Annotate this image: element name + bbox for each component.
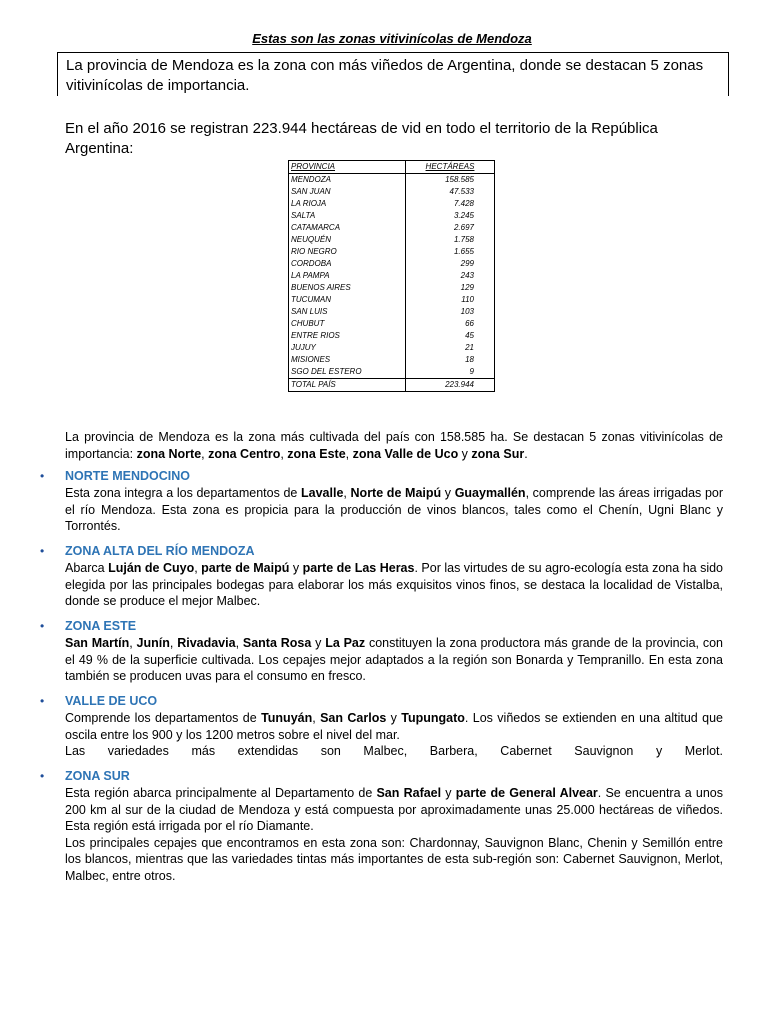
province-cell: ENTRE RIOS xyxy=(289,330,406,342)
province-cell: MISIONES xyxy=(289,354,406,366)
table-row xyxy=(289,258,495,270)
province-cell: CORDOBA xyxy=(289,258,406,270)
hectares-table xyxy=(288,160,495,392)
separator: y xyxy=(458,446,472,461)
bold-term: Luján de Cuyo xyxy=(108,561,195,575)
section-title-sur: ZONA SUR xyxy=(65,769,130,783)
hectares-cell: 66 xyxy=(406,318,495,330)
section-title-uco: VALLE DE UCO xyxy=(65,694,158,708)
paragraph xyxy=(65,710,723,743)
text: y xyxy=(311,636,326,650)
table-row xyxy=(289,198,495,210)
section-body-uco xyxy=(65,710,723,760)
hectares-cell: 18 xyxy=(406,354,495,366)
hectares-cell: 1.758 xyxy=(406,234,495,246)
hectares-cell: 129 xyxy=(406,282,495,294)
bold-term: Norte de Maipú xyxy=(350,486,442,500)
province-cell: SALTA xyxy=(289,210,406,222)
separator: , xyxy=(280,446,288,461)
summary-zone-sur: zona Sur xyxy=(471,446,525,461)
table-row xyxy=(289,174,495,187)
separator: , xyxy=(201,446,209,461)
summary-zone-este: zona Este xyxy=(287,446,346,461)
section-title-alta: ZONA ALTA DEL RÍO MENDOZA xyxy=(65,544,255,558)
text: y xyxy=(289,561,303,575)
bold-term: Santa Rosa xyxy=(242,636,312,650)
table-row xyxy=(289,354,495,366)
province-cell: LA PAMPA xyxy=(289,270,406,282)
summary-text: La provincia de Mendoza es la zona más cultivada del país con 158.585 ha. Se destacan 5 zonas vitivinícolas de importancia: xyxy=(65,430,723,461)
table-row xyxy=(289,306,495,318)
hectares-cell: 3.245 xyxy=(406,210,495,222)
hectares-cell: 7.428 xyxy=(406,198,495,210)
text: . Por las virtudes de su agro-ecología esta zona ha sido elegida por las principales bodegas para elaborar los más exquisitos vinos finos, se destaca la localidad de Vistalba, donde se produce el mejor Malbec. xyxy=(65,561,723,608)
section-body-alta xyxy=(65,560,723,610)
bold-term: parte de General Alvear xyxy=(455,786,598,800)
hectares-cell: 45 xyxy=(406,330,495,342)
table-row xyxy=(289,282,495,294)
bold-term: Tunuyán xyxy=(261,711,313,725)
province-cell: BUENOS AIRES xyxy=(289,282,406,294)
bold-term: San Carlos xyxy=(320,711,387,725)
column-header-hectares: HECTÁREAS xyxy=(406,161,495,174)
province-cell: SGO DEL ESTERO xyxy=(289,366,406,379)
province-cell: SAN JUAN xyxy=(289,186,406,198)
section-body-norte xyxy=(65,485,723,535)
summary-paragraph xyxy=(65,429,723,462)
section-title-este: ZONA ESTE xyxy=(65,619,137,633)
text: . Se encuentra a unos 200 km al sur de la ciudad de Mendoza y está compuesta por aproximadamente unas 25.000 hectáreas de viñedos. Esta región está irrigada por el río Diamante. xyxy=(65,786,723,833)
text: Abarca xyxy=(65,561,109,575)
summary-zone-norte: zona Norte xyxy=(136,446,202,461)
hectares-cell: 47.533 xyxy=(406,186,495,198)
province-cell: TUCUMAN xyxy=(289,294,406,306)
summary-zone-centro: zona Centro xyxy=(208,446,281,461)
table-row xyxy=(289,270,495,282)
bold-term: Junín xyxy=(136,636,170,650)
text: , xyxy=(194,561,202,575)
table-row xyxy=(289,186,495,198)
text: , xyxy=(343,486,351,500)
separator: . xyxy=(524,446,528,461)
section-body-este xyxy=(65,635,723,685)
table-body xyxy=(289,174,495,392)
paragraph: Las variedades más extendidas son Malbec, Barbera, Cabernet Sauvignon y Merlot. xyxy=(65,744,723,758)
intro-box xyxy=(57,52,729,96)
bullet-icon: • xyxy=(40,469,45,483)
text: y xyxy=(441,486,455,500)
hectares-cell: 243 xyxy=(406,270,495,282)
total-label-cell: TOTAL PAÍS xyxy=(289,379,406,392)
hectares-cell: 158.585 xyxy=(406,174,495,187)
text: , comprende las áreas irrigadas por el río Mendoza. Esta zona es propicia para la producción de vinos blancos, tales como el Chenín, Ugni Blanc y Torrontés. xyxy=(65,486,724,533)
hectares-cell: 2.697 xyxy=(406,222,495,234)
province-cell: NEUQUÉN xyxy=(289,234,406,246)
text: . Los viñedos se extienden en una altitud que oscila entre los 900 y los 1200 metros sobre el nivel del mar. xyxy=(65,711,723,742)
bold-term: parte de Maipú xyxy=(201,561,290,575)
bold-term: parte de Las Heras xyxy=(302,561,415,575)
text: , xyxy=(169,636,178,650)
bold-term: Tupungato xyxy=(401,711,465,725)
table-row xyxy=(289,234,495,246)
column-header-province: PROVINCIA xyxy=(289,161,406,174)
bold-term: San Rafael xyxy=(376,786,442,800)
province-cell: CATAMARCA xyxy=(289,222,406,234)
text: Esta región abarca principalmente al Departamento de xyxy=(65,786,377,800)
hectares-cell: 21 xyxy=(406,342,495,354)
separator: , xyxy=(345,446,353,461)
table-row xyxy=(289,222,495,234)
text: constituyen la zona productora más grande de la provincia, con el 49 % de la superficie cultivada. Los cepajes mejor adaptados a la región son Bonarda y Tempranillo. En esta zona también se producen uvas para el consumo en fresco. xyxy=(65,636,723,683)
bullet-icon: • xyxy=(40,619,45,633)
table-row xyxy=(289,318,495,330)
hectares-cell: 9 xyxy=(406,366,495,379)
bullet-icon: • xyxy=(40,769,45,783)
bold-term: San Martín xyxy=(65,636,130,650)
page-title: Estas son las zonas vitivinícolas de Mendoza xyxy=(252,31,532,46)
province-cell: JUJUY xyxy=(289,342,406,354)
province-cell: LA RIOJA xyxy=(289,198,406,210)
table-row xyxy=(289,294,495,306)
section-body-sur xyxy=(65,785,723,884)
paragraph: Los principales cepajes que encontramos en esta zona son: Chardonnay, Sauvignon Blanc, Chenin y Semillón entre los blancos, mientras que las variedades tintas más importantes de esta sub-región son: Cabernet Sauvignon, Merlot, Malbec, entre otros. xyxy=(65,835,723,883)
bold-term: Guaymallén xyxy=(454,486,526,500)
text: , xyxy=(235,636,243,650)
province-cell: SAN LUIS xyxy=(289,306,406,318)
text: , xyxy=(312,711,321,725)
province-cell: CHUBUT xyxy=(289,318,406,330)
bold-term: La Paz xyxy=(325,636,366,650)
text: , xyxy=(129,636,137,650)
table-row xyxy=(289,366,495,379)
hectares-cell: 110 xyxy=(406,294,495,306)
text: y xyxy=(441,786,456,800)
bold-term: Lavalle xyxy=(301,486,344,500)
intro-text: La provincia de Mendoza es la zona con más viñedos de Argentina, donde se destacan 5 zonas vitivinícolas de importancia. xyxy=(66,57,704,94)
text: Comprende los departamentos de xyxy=(65,711,262,725)
province-cell: MENDOZA xyxy=(289,174,406,187)
text: y xyxy=(386,711,402,725)
table-total-row xyxy=(289,379,495,392)
total-value-cell: 223.944 xyxy=(406,379,495,392)
summary-zone-uco: zona Valle de Uco xyxy=(352,446,459,461)
section-title-norte: NORTE MENDOCINO xyxy=(65,469,190,483)
bullet-icon: • xyxy=(40,694,45,708)
bold-term: Rivadavia xyxy=(177,636,236,650)
hectares-cell: 299 xyxy=(406,258,495,270)
hectares-cell: 1.655 xyxy=(406,246,495,258)
table-row xyxy=(289,330,495,342)
paragraph xyxy=(65,785,723,835)
hectares-cell: 103 xyxy=(406,306,495,318)
table-row xyxy=(289,246,495,258)
hectares-statement: En el año 2016 se registran 223.944 hectáreas de vid en todo el territorio de la República Argentina: xyxy=(65,120,658,157)
bullet-icon: • xyxy=(40,544,45,558)
text: Esta zona integra a los departamentos de xyxy=(65,486,302,500)
table-row xyxy=(289,210,495,222)
province-cell: RIO NEGRO xyxy=(289,246,406,258)
table-row xyxy=(289,342,495,354)
table-header-row xyxy=(289,161,495,174)
